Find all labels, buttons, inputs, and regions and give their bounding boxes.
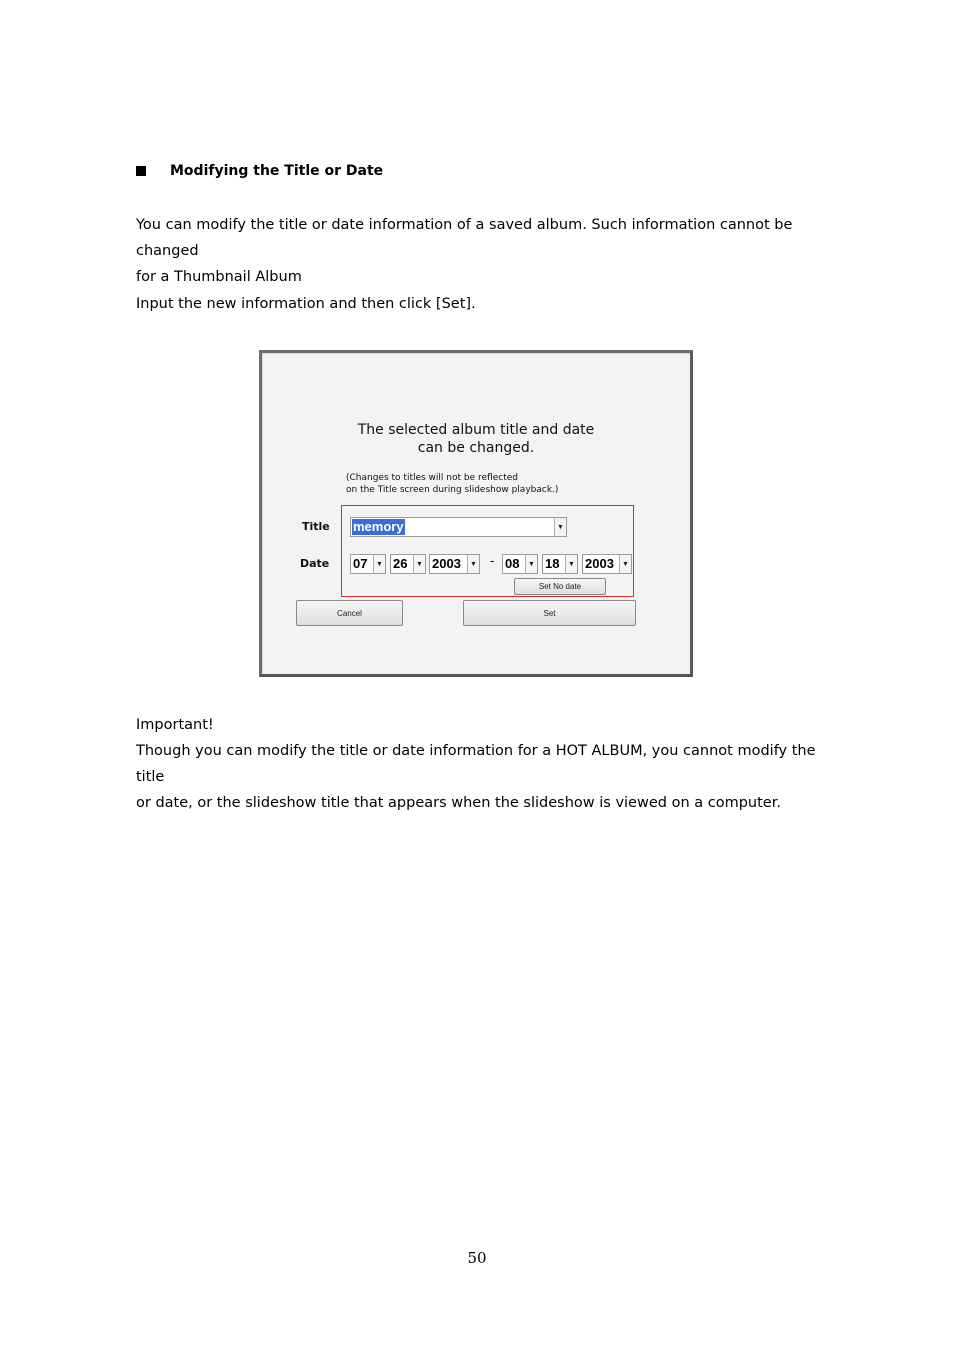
heading-text: Modifying the Title or Date [170,163,384,179]
chevron-down-icon[interactable]: ▼ [467,555,479,573]
set-button[interactable]: Set [463,600,636,626]
dialog-message [262,421,690,457]
dialog-message-line-2: can be changed. [417,440,535,456]
end-year-value: 2003 [585,556,614,571]
intro-paragraph [136,212,836,290]
chevron-down-icon[interactable]: ▼ [619,555,631,573]
instruction-paragraph: Input the new information and then click [Set]. [136,296,476,312]
title-combobox[interactable] [350,517,567,537]
square-bullet-icon [136,166,146,176]
start-day-value: 26 [393,556,408,571]
chevron-down-icon[interactable]: ▼ [373,555,385,573]
page-number: 50 [467,1249,487,1267]
dialog-note-line-1: (Changes to titles will not be reflected [346,473,518,483]
end-day-select[interactable] [542,554,578,574]
end-year-select[interactable] [582,554,632,574]
start-year-select[interactable] [429,554,480,574]
date-separator: - [490,554,495,568]
start-day-select[interactable] [390,554,426,574]
start-month-value: 07 [353,556,368,571]
end-month-value: 08 [505,556,520,571]
intro-line-2: for a Thumbnail Album [136,269,302,285]
chevron-down-icon[interactable]: ▼ [525,555,537,573]
chevron-down-icon[interactable]: ▼ [565,555,577,573]
important-note [136,712,836,816]
important-line-1: Though you can modify the title or date information for a HOT ALBUM, you cannot modify the title [136,743,816,785]
end-day-value: 18 [545,556,560,571]
intro-line-1: You can modify the title or date information of a saved album. Such information cannot be changed [136,217,793,259]
title-label: Title [302,520,330,533]
edit-album-dialog [259,350,693,677]
set-no-date-button[interactable]: Set No date [514,578,606,595]
important-label: Important! [136,717,214,733]
end-month-select[interactable] [502,554,538,574]
chevron-down-icon[interactable]: ▼ [554,518,566,536]
dialog-message-line-1: The selected album title and date [357,422,595,438]
start-month-select[interactable] [350,554,386,574]
important-line-2: or date, or the slideshow title that appears when the slideshow is viewed on a computer. [136,795,781,811]
section-heading [136,163,383,179]
date-label: Date [300,557,330,570]
dialog-note [346,472,558,496]
chevron-down-icon[interactable]: ▼ [413,555,425,573]
dialog-note-line-2: on the Title screen during slideshow playback.) [346,485,559,495]
title-value[interactable]: memory [353,519,404,534]
start-year-value: 2003 [432,556,461,571]
cancel-button[interactable]: Cancel [296,600,403,626]
